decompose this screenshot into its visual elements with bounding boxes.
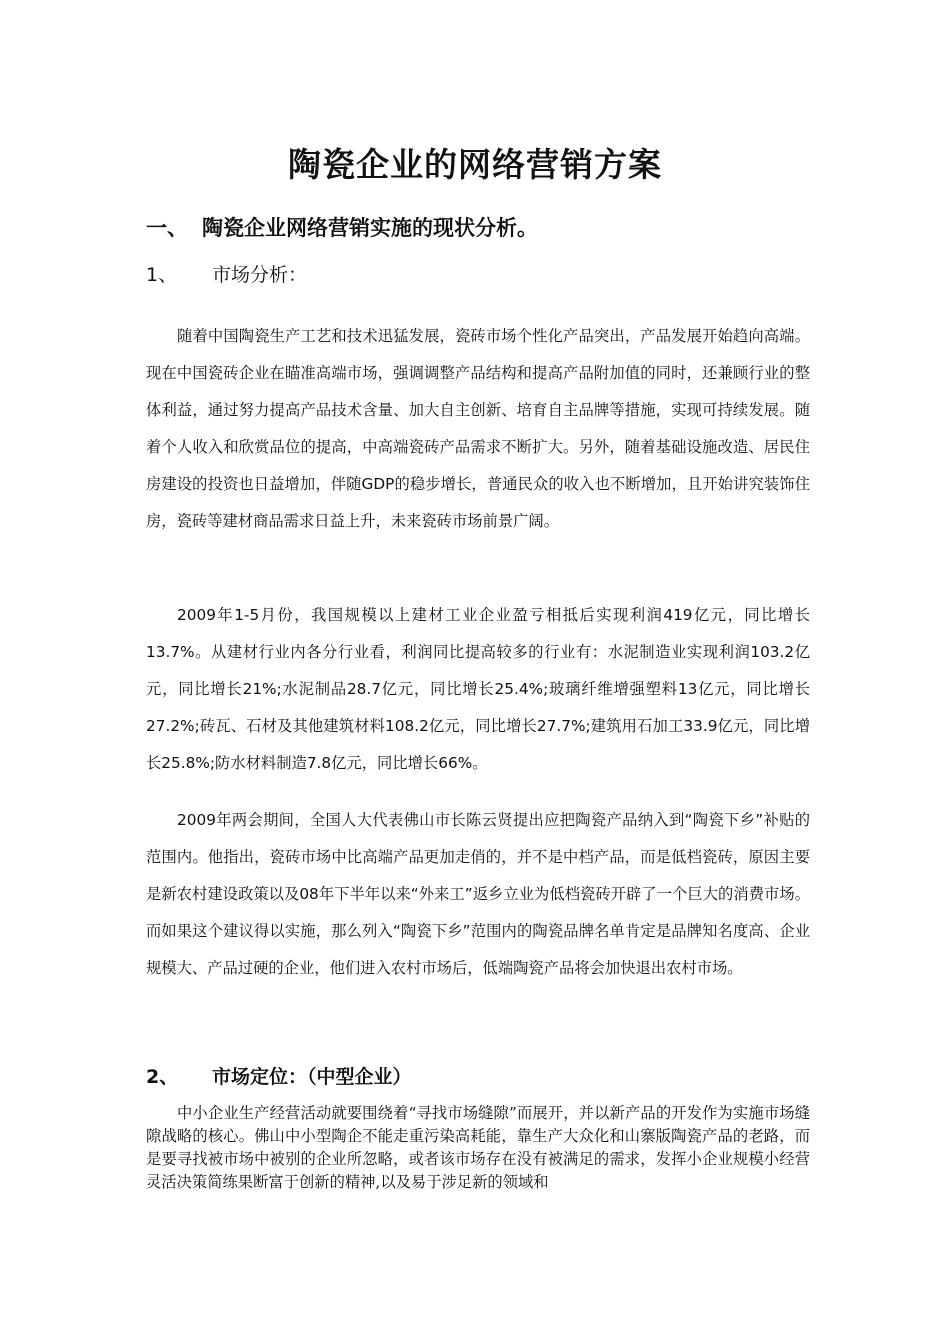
subsection-number: 2、 [146,1066,179,1088]
paragraph-market-trend: 随着中国陶瓷生产工艺和技术迅猛发展，瓷砖市场个性化产品突出，产品发展开始趋向高端。现在中国瓷砖企业在瞄准高端市场，强调调整产品结构和提高产品附加值的同时，还兼顾行业的整体利益，通过努力提高产品技术含量、加大自主创新、培育自主品牌等措施，实现可持续发展。随着个人收入和欣赏品位的提高，中高端瓷砖产品需求不断扩大。另外，随着基础设施改造、居民住房建设的投资也日益增加，伴随GDP的稳步增长，普通民众的收入也不断增加，且开始讲究装饰住房，瓷砖等建材商品需求日益上升，未来瓷砖市场前景广阔。 [146,327,810,530]
subsection-number: 1、 [146,264,178,286]
section-number: 一、 [146,216,188,240]
document-title: 陶瓷企业的网络营销方案 [288,145,662,184]
paragraph-market-positioning: 中小企业生产经营活动就要围绕着“寻找市场缝隙”而展开，并以新产品的开发作为实施市场缝隙战略的核心。佛山中小型陶企不能走重污染高耗能，靠生产大众化和山寨版陶瓷产品的老路，而是要寻找被市场中被别的企业所忽略，或者该市场存在没有被满足的需求，发挥小企业规模小经营灵活决策简练果断富于创新的精神,以及易于涉足新的领域和 [146,1104,810,1191]
subsection-heading-text: 市场定位：（中型企业） [212,1066,412,1088]
section-heading-text: 陶瓷企业网络营销实施的现状分析。 [202,216,538,240]
paragraph-rural-policy: 2009年两会期间，全国人大代表佛山市长陈云贤提出应把陶瓷产品纳入到“陶瓷下乡”补贴的范围内。他指出，瓷砖市场中比高端产品更加走俏的，并不是中档产品，而是低档瓷砖，原因主要是新农村建设政策以及08年下半年以来“外来工”返乡立业为低档瓷砖开辟了一个巨大的消费市场。而如果这个建议得以实施，那么列入“陶瓷下乡”范围内的陶瓷品牌名单肯定是品牌知名度高、企业规模大、产品过硬的企业，他们进入农村市场后，低端陶瓷产品将会加快退出农村市场。 [146,811,811,977]
subsection-heading-2 [146,1060,412,1094]
subsection-heading-text: 市场分析： [212,264,308,286]
section-heading-1 [146,210,538,246]
paragraph-industry-profit: 2009年1-5月份，我国规模以上建材工业企业盈亏相抵后实现利润419亿元，同比增长13.7%。从建材行业内各分行业看，利润同比提高较多的行业有：水泥制造业实现利润103.2亿元，同比增长21%;水泥制品28.7亿元，同比增长25.4%;玻璃纤维增强塑料13亿元，同比增长27.2%;砖瓦、石材及其他建筑材料108.2亿元，同比增长27.7%;建筑用石加工33.9亿元，同比增长25.8%;防水材料制造7.8亿元，同比增长66%。 [146,606,810,772]
subsection-heading-1 [146,258,307,292]
